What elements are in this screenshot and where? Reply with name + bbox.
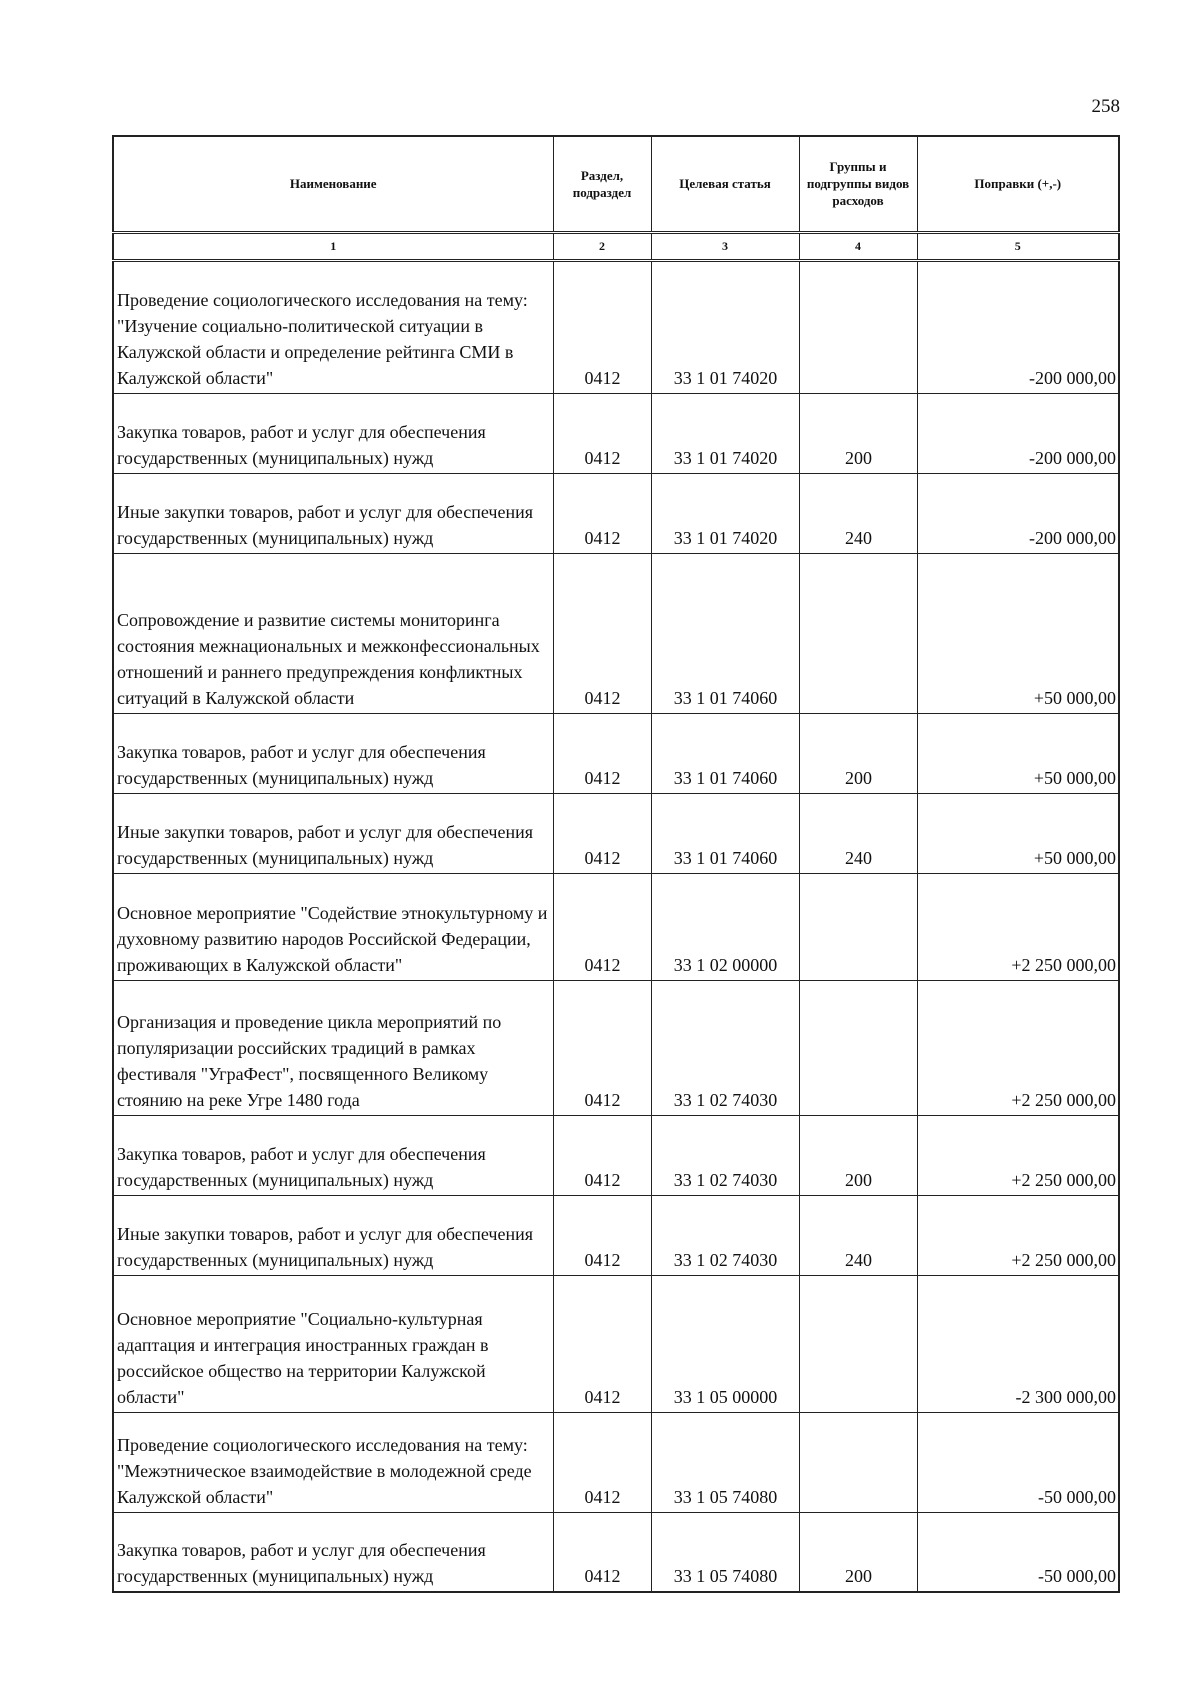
row-target-article: 33 1 05 00000 — [651, 1275, 799, 1412]
row-section: 0412 — [553, 1115, 651, 1195]
table-row — [113, 393, 1119, 473]
header-amendments: Поправки (+,-) — [917, 136, 1119, 232]
row-amendment-amount: +50 000,00 — [917, 713, 1119, 793]
row-expense-group: 240 — [799, 1195, 917, 1275]
table-row — [113, 873, 1119, 980]
column-number: 4 — [799, 232, 917, 260]
table-row — [113, 1412, 1119, 1512]
header-expense-groups: Группы и подгруппы видов расходов — [799, 136, 917, 232]
row-expense-group — [799, 553, 917, 713]
row-target-article: 33 1 02 74030 — [651, 1195, 799, 1275]
row-expense-group: 240 — [799, 473, 917, 553]
table-row — [113, 793, 1119, 873]
row-target-article: 33 1 01 74060 — [651, 793, 799, 873]
row-name: Сопровождение и развитие системы мониторинга состояния межнациональных и межконфессиональных отношений и раннего предупреждения конфликтных ситуаций в Калужской области — [113, 553, 553, 713]
row-amendment-amount: -2 300 000,00 — [917, 1275, 1119, 1412]
row-amendment-amount: +2 250 000,00 — [917, 980, 1119, 1115]
row-section: 0412 — [553, 980, 651, 1115]
row-name: Основное мероприятие "Содействие этнокультурному и духовному развитию народов Российской Федерации, проживающих в Калужской области" — [113, 873, 553, 980]
row-amendment-amount: -50 000,00 — [917, 1512, 1119, 1592]
table-row — [113, 473, 1119, 553]
row-name: Иные закупки товаров, работ и услуг для обеспечения государственных (муниципальных) нужд — [113, 473, 553, 553]
row-expense-group — [799, 1275, 917, 1412]
row-name: Закупка товаров, работ и услуг для обеспечения государственных (муниципальных) нужд — [113, 1512, 553, 1592]
row-name: Проведение социологического исследования на тему: "Изучение социально-политической ситуации в Калужской области и определение рейтинга СМИ в Калужской области" — [113, 260, 553, 393]
row-target-article: 33 1 01 74020 — [651, 393, 799, 473]
row-amendment-amount: -200 000,00 — [917, 393, 1119, 473]
row-target-article: 33 1 01 74020 — [651, 473, 799, 553]
row-name: Иные закупки товаров, работ и услуг для обеспечения государственных (муниципальных) нужд — [113, 1195, 553, 1275]
row-expense-group — [799, 980, 917, 1115]
table-row — [113, 553, 1119, 713]
row-amendment-amount: -50 000,00 — [917, 1412, 1119, 1512]
table-row — [113, 1275, 1119, 1412]
row-name: Проведение социологического исследования на тему: "Межэтническое взаимодействие в молодежной среде Калужской области" — [113, 1412, 553, 1512]
row-section: 0412 — [553, 393, 651, 473]
row-target-article: 33 1 02 74030 — [651, 1115, 799, 1195]
table-row — [113, 1512, 1119, 1592]
row-amendment-amount: +50 000,00 — [917, 553, 1119, 713]
row-amendment-amount: +2 250 000,00 — [917, 873, 1119, 980]
row-expense-group — [799, 873, 917, 980]
column-number-row — [113, 232, 1119, 260]
row-section: 0412 — [553, 1275, 651, 1412]
row-name: Организация и проведение цикла мероприятий по популяризации российских традиций в рамках фестиваля "УграФест", посвященного Великому стоянию на реке Угре 1480 года — [113, 980, 553, 1115]
budget-amendments-table — [112, 135, 1120, 1593]
table-header-row — [113, 136, 1119, 232]
table-row — [113, 1195, 1119, 1275]
row-section: 0412 — [553, 1412, 651, 1512]
row-name: Иные закупки товаров, работ и услуг для обеспечения государственных (муниципальных) нужд — [113, 793, 553, 873]
table-row — [113, 260, 1119, 393]
row-target-article: 33 1 01 74020 — [651, 260, 799, 393]
row-target-article: 33 1 02 74030 — [651, 980, 799, 1115]
row-target-article: 33 1 01 74060 — [651, 553, 799, 713]
row-expense-group: 200 — [799, 393, 917, 473]
table-row — [113, 980, 1119, 1115]
row-section: 0412 — [553, 1195, 651, 1275]
header-target-article: Целевая статья — [651, 136, 799, 232]
row-name: Закупка товаров, работ и услуг для обеспечения государственных (муниципальных) нужд — [113, 393, 553, 473]
header-section: Раздел, подраздел — [553, 136, 651, 232]
row-amendment-amount: +2 250 000,00 — [917, 1115, 1119, 1195]
row-amendment-amount: +50 000,00 — [917, 793, 1119, 873]
column-number: 5 — [917, 232, 1119, 260]
row-target-article: 33 1 02 00000 — [651, 873, 799, 980]
row-section: 0412 — [553, 873, 651, 980]
row-expense-group: 200 — [799, 1512, 917, 1592]
row-expense-group: 200 — [799, 1115, 917, 1195]
row-section: 0412 — [553, 793, 651, 873]
row-target-article: 33 1 05 74080 — [651, 1412, 799, 1512]
row-section: 0412 — [553, 713, 651, 793]
header-name: Наименование — [113, 136, 553, 232]
row-name: Закупка товаров, работ и услуг для обеспечения государственных (муниципальных) нужд — [113, 1115, 553, 1195]
column-number: 2 — [553, 232, 651, 260]
row-target-article: 33 1 05 74080 — [651, 1512, 799, 1592]
row-section: 0412 — [553, 1512, 651, 1592]
table-body — [113, 260, 1119, 1592]
row-section: 0412 — [553, 473, 651, 553]
row-name: Закупка товаров, работ и услуг для обеспечения государственных (муниципальных) нужд — [113, 713, 553, 793]
row-amendment-amount: -200 000,00 — [917, 473, 1119, 553]
row-name: Основное мероприятие "Социально-культурная адаптация и интеграция иностранных граждан в российское общество на территории Калужской области" — [113, 1275, 553, 1412]
column-number: 1 — [113, 232, 553, 260]
row-amendment-amount: -200 000,00 — [917, 260, 1119, 393]
table-row — [113, 713, 1119, 793]
row-amendment-amount: +2 250 000,00 — [917, 1195, 1119, 1275]
table-row — [113, 1115, 1119, 1195]
row-expense-group — [799, 260, 917, 393]
row-expense-group: 240 — [799, 793, 917, 873]
column-number: 3 — [651, 232, 799, 260]
row-target-article: 33 1 01 74060 — [651, 713, 799, 793]
row-expense-group — [799, 1412, 917, 1512]
row-section: 0412 — [553, 260, 651, 393]
row-expense-group: 200 — [799, 713, 917, 793]
row-section: 0412 — [553, 553, 651, 713]
page-number: 258 — [1091, 96, 1120, 117]
